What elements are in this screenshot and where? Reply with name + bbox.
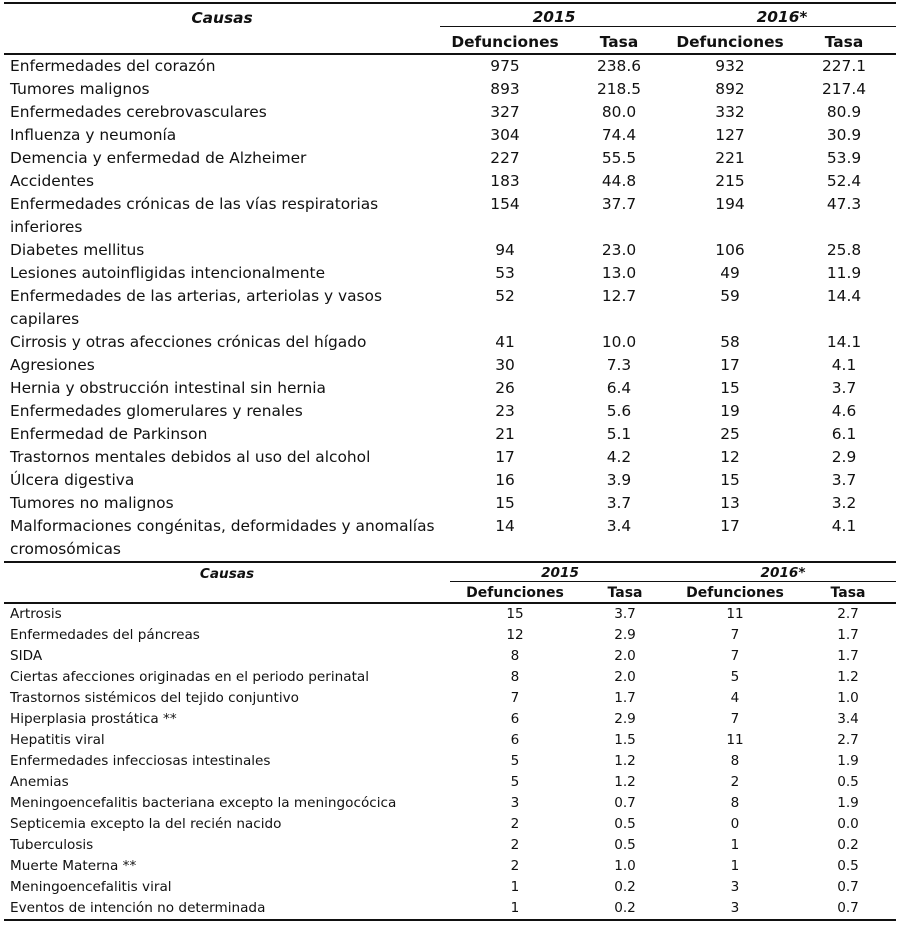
rate-2015-cell: 3.4: [570, 515, 668, 562]
deaths-2016-cell: 7: [730, 627, 740, 643]
deaths-2016-cell: 3: [670, 898, 800, 920]
rate-2015-cell: 0.2: [580, 898, 670, 920]
cause-cell: Hiperplasia prostática **: [10, 711, 177, 727]
rate-2016-cell: 80.9: [826, 103, 862, 121]
table1-header-years: [4, 3, 896, 31]
cause-cell: Enfermedades glomerulares y renales: [10, 402, 303, 420]
table-row: [4, 331, 896, 354]
rate-2015-cell: 5.1: [606, 425, 632, 443]
table-row: [4, 646, 896, 667]
rate-2015-cell: 6.4: [606, 379, 632, 397]
cause-cell: SIDA: [10, 648, 43, 664]
deaths-2016-cell: 58: [720, 333, 740, 351]
table-row: [4, 515, 896, 562]
deaths-2015-cell: 21: [495, 425, 515, 443]
rate-2015-cell: 0.5: [614, 816, 636, 832]
cause-cell: Artrosis: [10, 606, 62, 622]
rate-2015-cell: 0.5: [614, 837, 636, 853]
deaths-2016-cell: 5: [730, 669, 740, 685]
deaths-2016-cell: 15: [720, 379, 740, 397]
cause-cell: Diabetes mellitus: [10, 241, 145, 259]
rate-2016-cell: 14.4: [826, 287, 862, 305]
deaths-2016-cell: 8: [730, 795, 740, 811]
deaths-2015-cell: 15: [506, 606, 524, 622]
year-2015-header: 2015: [450, 563, 670, 584]
rate-2016-cell: 6.1: [831, 425, 857, 443]
rate-2016-cell: 30.9: [826, 126, 862, 144]
table-row: [4, 101, 896, 124]
table-row: [4, 814, 896, 835]
deaths-2015-cell: 41: [495, 333, 515, 351]
deaths-2016-cell: 11: [726, 732, 744, 748]
deaths-2015-cell: 26: [495, 379, 515, 397]
deaths-2015-cell: 1: [450, 898, 580, 920]
rate-2015-cell: 1.7: [614, 690, 636, 706]
deaths-2016-cell: 1: [730, 837, 740, 853]
deaths-2015-cell: 893: [490, 80, 520, 98]
deaths-2016-header: Defunciones: [668, 31, 792, 54]
rate-2016-header: Tasa: [800, 584, 896, 603]
table-row: [4, 170, 896, 193]
rate-2016-cell: 4.1: [792, 515, 896, 562]
deaths-2016-cell: 8: [730, 753, 740, 769]
rate-2016-cell: 4.6: [831, 402, 857, 420]
cause-cell: Hernia y obstrucción intestinal sin hernia: [10, 379, 326, 397]
cause-cell: Meningoencefalitis bacteriana excepto la meningocócica: [10, 795, 397, 811]
rate-2015-header: Tasa: [580, 584, 670, 603]
rate-2015-cell: 3.7: [606, 494, 632, 512]
deaths-2015-header: Defunciones: [440, 31, 570, 54]
rate-2016-cell: 3.4: [837, 711, 859, 727]
empty-header-cell: [4, 584, 450, 603]
table-row: [4, 793, 896, 814]
cause-cell: Ciertas afecciones originadas en el periodo perinatal: [10, 669, 370, 685]
rate-2015-cell: 4.2: [606, 448, 632, 466]
rate-2016-cell: 0.5: [837, 858, 859, 874]
rate-2016-cell: 53.9: [826, 149, 862, 167]
table-row: [4, 492, 896, 515]
deaths-2015-cell: 5: [510, 753, 520, 769]
deaths-2015-cell: 7: [510, 690, 520, 706]
table-row: [4, 751, 896, 772]
table-row: [4, 898, 896, 920]
deaths-2015-cell: 2: [510, 837, 520, 853]
deaths-2016-cell: 3: [730, 879, 740, 895]
causes-header: Causas: [199, 565, 255, 582]
rate-2015-cell: 55.5: [601, 149, 637, 167]
table-row: [4, 772, 896, 793]
cause-cell: Eventos de intención no determinada: [4, 898, 450, 920]
table-row: [4, 446, 896, 469]
cause-cell: Úlcera digestiva: [10, 471, 135, 489]
rate-2016-cell: 0.5: [837, 774, 859, 790]
cause-cell: Influenza y neumonía: [10, 126, 177, 144]
table-row: [4, 423, 896, 446]
cause-cell: Enfermedades infecciosas intestinales: [10, 753, 271, 769]
deaths-2016-cell: 11: [726, 606, 744, 622]
deaths-2015-cell: 30: [495, 356, 515, 374]
table-row: [4, 469, 896, 492]
rate-2016-cell: 2.9: [831, 448, 857, 466]
table-row: [4, 856, 896, 877]
deaths-2016-cell: 106: [715, 241, 745, 259]
rate-2015-cell: 1.0: [614, 858, 636, 874]
cause-cell: Enfermedades crónicas de las vías respiratorias inferiores: [10, 195, 379, 236]
rate-2016-cell: 4.1: [831, 356, 857, 374]
deaths-2016-cell: 221: [715, 149, 745, 167]
deaths-2015-cell: 15: [495, 494, 515, 512]
table-row: [4, 730, 896, 751]
table-row: [4, 262, 896, 285]
deaths-2016-cell: 215: [715, 172, 745, 190]
deaths-2016-cell: 17: [720, 356, 740, 374]
deaths-2016-cell: 1: [730, 858, 740, 874]
table-row: [4, 354, 896, 377]
deaths-2015-cell: 17: [495, 448, 515, 466]
rate-2015-cell: 44.8: [601, 172, 637, 190]
rate-2015-cell: 1.2: [614, 774, 636, 790]
rate-2016-cell: 11.9: [826, 264, 862, 282]
table2-header-columns: [4, 584, 896, 603]
deaths-2015-cell: 227: [490, 149, 520, 167]
deaths-2016-cell: 7: [730, 648, 740, 664]
table-row: [4, 835, 896, 856]
table-row: [4, 124, 896, 147]
deaths-2015-cell: 2: [510, 858, 520, 874]
deaths-2015-cell: 14: [440, 515, 570, 562]
cause-cell: Enfermedades del corazón: [10, 57, 216, 75]
rate-2016-cell: 1.9: [837, 795, 859, 811]
table2-header-years: [4, 563, 896, 584]
deaths-2015-cell: 94: [495, 241, 515, 259]
rate-2015-cell: 3.9: [606, 471, 632, 489]
deaths-2016-header: Defunciones: [670, 584, 800, 603]
deaths-2016-cell: 194: [715, 195, 745, 213]
rate-2016-cell: 25.8: [826, 241, 862, 259]
rate-2015-cell: 0.7: [614, 795, 636, 811]
table-row: [4, 709, 896, 730]
table-row: [4, 78, 896, 101]
cause-cell: Demencia y enfermedad de Alzheimer: [10, 149, 307, 167]
table-row: [4, 377, 896, 400]
deaths-2015-cell: 16: [495, 471, 515, 489]
rate-2015-cell: 74.4: [601, 126, 637, 144]
deaths-2016-cell: 932: [715, 57, 745, 75]
deaths-2016-cell: 0: [730, 816, 740, 832]
rate-2016-cell: 1.7: [837, 627, 859, 643]
rate-2016-cell: 0.7: [800, 898, 896, 920]
deaths-2016-cell: 12: [720, 448, 740, 466]
deaths-2015-cell: 3: [510, 795, 520, 811]
cause-cell: Enfermedad de Parkinson: [10, 425, 208, 443]
rate-2016-cell: 0.2: [837, 837, 859, 853]
cause-cell: Enfermedades cerebrovasculares: [10, 103, 267, 121]
cause-cell: Hepatitis viral: [10, 732, 105, 748]
rate-2015-cell: 1.2: [614, 753, 636, 769]
deaths-2015-cell: 2: [510, 816, 520, 832]
table-row: [4, 688, 896, 709]
other-causes-table: [4, 563, 896, 921]
table-row: [4, 625, 896, 646]
table-row: [4, 239, 896, 262]
deaths-2015-cell: 183: [490, 172, 520, 190]
deaths-2016-cell: 13: [720, 494, 740, 512]
deaths-2016-cell: 7: [730, 711, 740, 727]
cause-cell: Tuberculosis: [10, 837, 94, 853]
deaths-2015-cell: 304: [490, 126, 520, 144]
rate-2015-cell: 2.0: [614, 669, 636, 685]
deaths-2016-cell: 2: [730, 774, 740, 790]
rate-2015-cell: 1.5: [614, 732, 636, 748]
rate-2016-cell: 14.1: [826, 333, 862, 351]
rate-2016-cell: 2.7: [837, 732, 859, 748]
rate-2016-cell: 3.2: [831, 494, 857, 512]
cause-cell: Enfermedades de las arterias, arteriolas y vasos capilares: [10, 287, 382, 328]
rate-2016-cell: 52.4: [826, 172, 862, 190]
table-row: [4, 193, 896, 239]
deaths-2016-cell: 19: [720, 402, 740, 420]
cause-cell: Malformaciones congénitas, deformidades y anomalías cromosómicas: [4, 515, 440, 562]
table-row: [4, 147, 896, 170]
rate-2015-cell: 238.6: [596, 57, 642, 75]
deaths-2016-cell: 25: [720, 425, 740, 443]
rate-2016-cell: 217.4: [821, 80, 867, 98]
rate-2015-cell: 80.0: [601, 103, 637, 121]
deaths-2016-cell: 127: [715, 126, 745, 144]
deaths-2015-cell: 23: [495, 402, 515, 420]
deaths-2016-cell: 4: [730, 690, 740, 706]
rate-2016-cell: 0.7: [837, 879, 859, 895]
rate-2015-cell: 10.0: [601, 333, 637, 351]
deaths-2015-cell: 1: [510, 879, 520, 895]
empty-header-cell: [4, 31, 440, 54]
cause-cell: Agresiones: [10, 356, 95, 374]
year-2015-header: 2015: [440, 3, 668, 31]
deaths-2015-cell: 8: [510, 669, 520, 685]
table-row: [4, 54, 896, 78]
cause-cell: Trastornos sistémicos del tejido conjuntivo: [10, 690, 299, 706]
table-row: [4, 877, 896, 898]
rate-2015-cell: 12.7: [601, 287, 637, 305]
cause-cell: Anemias: [10, 774, 69, 790]
deaths-2015-header: Defunciones: [450, 584, 580, 603]
deaths-2015-cell: 53: [495, 264, 515, 282]
rate-2015-cell: 2.0: [614, 648, 636, 664]
table-row: [4, 285, 896, 331]
deaths-2015-cell: 327: [490, 103, 520, 121]
rate-2015-cell: 7.3: [606, 356, 632, 374]
cause-cell: Lesiones autoinfligidas intencionalmente: [10, 264, 326, 282]
rate-2015-cell: 13.0: [601, 264, 637, 282]
cause-cell: Cirrosis y otras afecciones crónicas del hígado: [10, 333, 367, 351]
deaths-2015-cell: 154: [490, 195, 520, 213]
deaths-2015-cell: 8: [510, 648, 520, 664]
cause-cell: Meningoencefalitis viral: [10, 879, 172, 895]
table1-header-columns: [4, 31, 896, 54]
rate-2015-cell: 2.9: [614, 627, 636, 643]
causes-header: Causas: [191, 8, 253, 27]
cause-cell: Tumores no malignos: [10, 494, 174, 512]
deaths-2016-cell: 59: [720, 287, 740, 305]
year-2016-header: 2016*: [670, 563, 896, 584]
cause-cell: Enfermedades del páncreas: [10, 627, 200, 643]
deaths-2016-cell: 15: [720, 471, 740, 489]
rate-2016-cell: 1.0: [837, 690, 859, 706]
year-2016-header: 2016*: [668, 3, 896, 31]
rate-2015-cell: 218.5: [596, 80, 642, 98]
rate-2016-cell: 1.7: [837, 648, 859, 664]
rate-2016-cell: 47.3: [826, 195, 862, 213]
deaths-2016-cell: 332: [715, 103, 745, 121]
rate-2015-cell: 3.7: [614, 606, 636, 622]
rate-2016-cell: 227.1: [821, 57, 867, 75]
deaths-2015-cell: 6: [510, 711, 520, 727]
deaths-2015-cell: 975: [490, 57, 520, 75]
rate-2015-header: Tasa: [570, 31, 668, 54]
cause-cell: Muerte Materna **: [10, 858, 137, 874]
deaths-2015-cell: 12: [506, 627, 524, 643]
cause-cell: Trastornos mentales debidos al uso del alcohol: [10, 448, 371, 466]
rate-2015-cell: 37.7: [601, 195, 637, 213]
rate-2015-cell: 5.6: [606, 402, 632, 420]
rate-2016-cell: 3.7: [831, 379, 857, 397]
rate-2015-cell: 2.9: [614, 711, 636, 727]
table-row: [4, 400, 896, 423]
deaths-2015-cell: 6: [510, 732, 520, 748]
deaths-2016-cell: 17: [668, 515, 792, 562]
rate-2016-cell: 1.9: [837, 753, 859, 769]
rate-2016-header: Tasa: [792, 31, 896, 54]
cause-cell: Accidentes: [10, 172, 94, 190]
rate-2015-cell: 23.0: [601, 241, 637, 259]
rate-2016-cell: 2.7: [837, 606, 859, 622]
cause-cell: Tumores malignos: [10, 80, 150, 98]
rate-2016-cell: 1.2: [837, 669, 859, 685]
rate-2015-cell: 0.2: [614, 879, 636, 895]
deaths-2015-cell: 5: [510, 774, 520, 790]
rate-2016-cell: 3.7: [831, 471, 857, 489]
deaths-2015-cell: 52: [495, 287, 515, 305]
rate-2016-cell: 0.0: [837, 816, 859, 832]
table-row: [4, 603, 896, 625]
cause-cell: Septicemia excepto la del recién nacido: [10, 816, 282, 832]
leading-causes-table: [4, 2, 896, 563]
table-row: [4, 667, 896, 688]
deaths-2016-cell: 892: [715, 80, 745, 98]
deaths-2016-cell: 49: [720, 264, 740, 282]
